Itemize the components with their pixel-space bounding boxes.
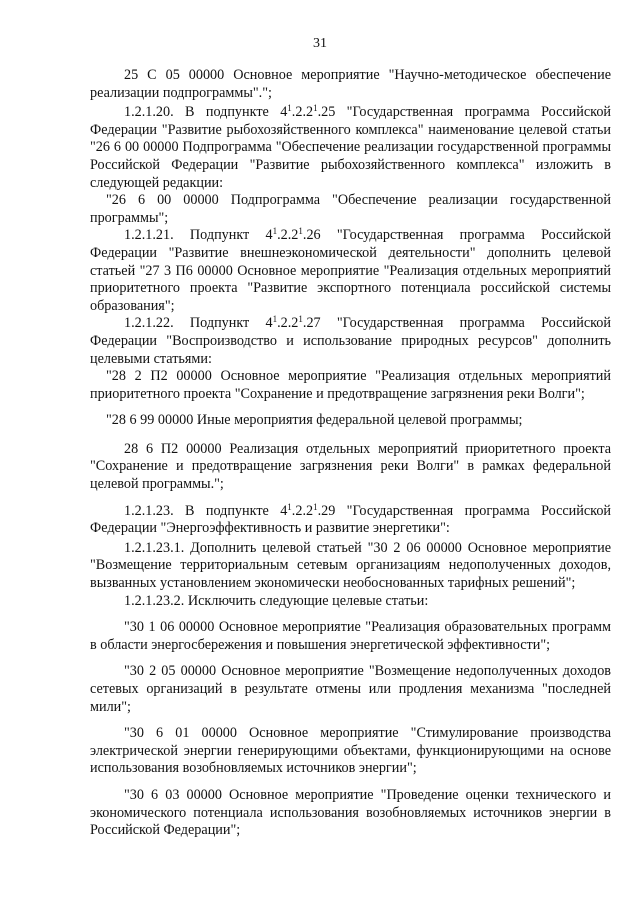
document-body — [90, 67, 611, 840]
paragraph-text: 1.2.1.20. В подпункте 4 — [124, 104, 288, 121]
paragraph-30-2-05 — [90, 663, 611, 716]
paragraph-text: 28 6 П2 00000 Реализация отдельных мероприятий приоритетного проекта "Сохранение и предотвращение загрязнения реки Волги" в рамках федеральной целевой программы."; — [90, 440, 611, 493]
paragraph-text: 25 С 05 00000 Основное мероприятие "Научно-методическое обеспечение реализации подпрограммы"."; — [90, 67, 611, 101]
paragraph-text: 1.2.1.23.1. Дополнить целевой статьей "30 2 06 00000 Основное мероприятие "Возмещение территориальным сетевым организациям недополученных доходов, вызванных установлением экономически необоснованных тарифных решений"; — [90, 539, 611, 592]
paragraph-1-2-1-23-2 — [90, 593, 611, 611]
paragraph-text: .27 "Государственная программа Российской Федерации "Воспроизводство и использование природных ресурсов" дополнить целевыми статьями: — [90, 315, 611, 367]
paragraph-text: "28 2 П2 00000 Основное мероприятие "Реализация отдельных мероприятий приоритетного проекта "Сохранение и предотвращение загрязнения реки Волги"; — [90, 368, 611, 402]
paragraph-text: "30 1 06 00000 Основное мероприятие "Реализация образовательных программ в области энергосбережения и повышения энергетической эффективности"; — [90, 619, 611, 653]
superscript: 1 — [287, 501, 292, 512]
paragraph-text: 1.2.1.22. Подпункт 4 — [124, 315, 273, 332]
paragraph-text: "28 6 99 00000 Иные мероприятия федеральной целевой программы; — [106, 412, 523, 429]
paragraph-text: .2.2 — [277, 315, 299, 332]
paragraph-28-2-p2 — [90, 368, 611, 403]
paragraph-28-6-99 — [90, 412, 611, 430]
paragraph-text: .2.2 — [277, 227, 299, 244]
paragraph-1-2-1-21 — [90, 227, 611, 315]
paragraph-text: "30 6 03 00000 Основное мероприятие "Проведение оценки технического и экономического потенциала использования возобновляемых источников энергии в Российской Федерации"; — [90, 786, 611, 839]
paragraph-1-2-1-23-1 — [90, 540, 611, 593]
paragraph-1-2-1-23 — [90, 503, 611, 538]
paragraph-28-6-p2 — [90, 441, 611, 494]
superscript: 1 — [272, 314, 278, 325]
paragraph-text: "26 6 00 00000 Подпрограмма "Обеспечение реализации государственной программы"; — [90, 192, 611, 226]
superscript: 1 — [313, 103, 318, 114]
paragraph-text: .25 "Государственная программа Российской Федерации "Развитие рыбохозяйственного комплекса" наименование целевой статьи "26 6 00 00000 Подпрограмма "Обеспечение реализации государственной программы Российской Федерации "Развитие рыбохозяйственного комплекса" изложить в следующей редакции: — [90, 104, 611, 191]
paragraph-text: 1.2.1.23.2. Исключить следующие целевые статьи: — [124, 592, 429, 609]
paragraph-text: "30 2 05 00000 Основное мероприятие "Возмещение недополученных доходов сетевых организаций в результате отмены или продления механизма "последней мили"; — [90, 663, 611, 715]
paragraph-text: .26 "Государственная программа Российской Федерации "Развитие внешнеэкономической деятельности" дополнить целевой статьей "27 3 П6 00000 Основное мероприятие "Реализация отдельных мероприятий приоритетного проекта "Развитие экспортного потенциала российской системы образования"; — [90, 227, 611, 314]
superscript: 1 — [298, 226, 303, 237]
paragraph-30-6-01 — [90, 725, 611, 778]
page-number: 31 — [313, 36, 327, 51]
paragraph-25c05 — [90, 67, 611, 102]
paragraph-text: 1.2.1.21. Подпункт 4 — [124, 227, 273, 244]
paragraph-text: "30 6 01 00000 Основное мероприятие "Стимулирование производства электрической энергии генерирующими объектами, функционирующими на основе использования возобновляемых источников энергии"; — [90, 725, 611, 777]
paragraph-1-2-1-20 — [90, 104, 611, 192]
superscript: 1 — [298, 314, 303, 325]
paragraph-text: .29 "Государственная программа Российской Федерации "Энергоэффективность и развитие энергетики": — [90, 502, 611, 537]
paragraph-text: .2.2 — [291, 502, 314, 519]
paragraph-26-6-00 — [90, 192, 611, 227]
paragraph-30-1-06 — [90, 619, 611, 654]
paragraph-1-2-1-22 — [90, 315, 611, 368]
superscript: 1 — [313, 501, 318, 512]
paragraph-30-6-03 — [90, 787, 611, 840]
paragraph-text: 1.2.1.23. В подпункте 4 — [124, 502, 288, 519]
paragraph-text: .2.2 — [291, 104, 314, 121]
superscript: 1 — [287, 103, 292, 114]
superscript: 1 — [272, 226, 278, 237]
